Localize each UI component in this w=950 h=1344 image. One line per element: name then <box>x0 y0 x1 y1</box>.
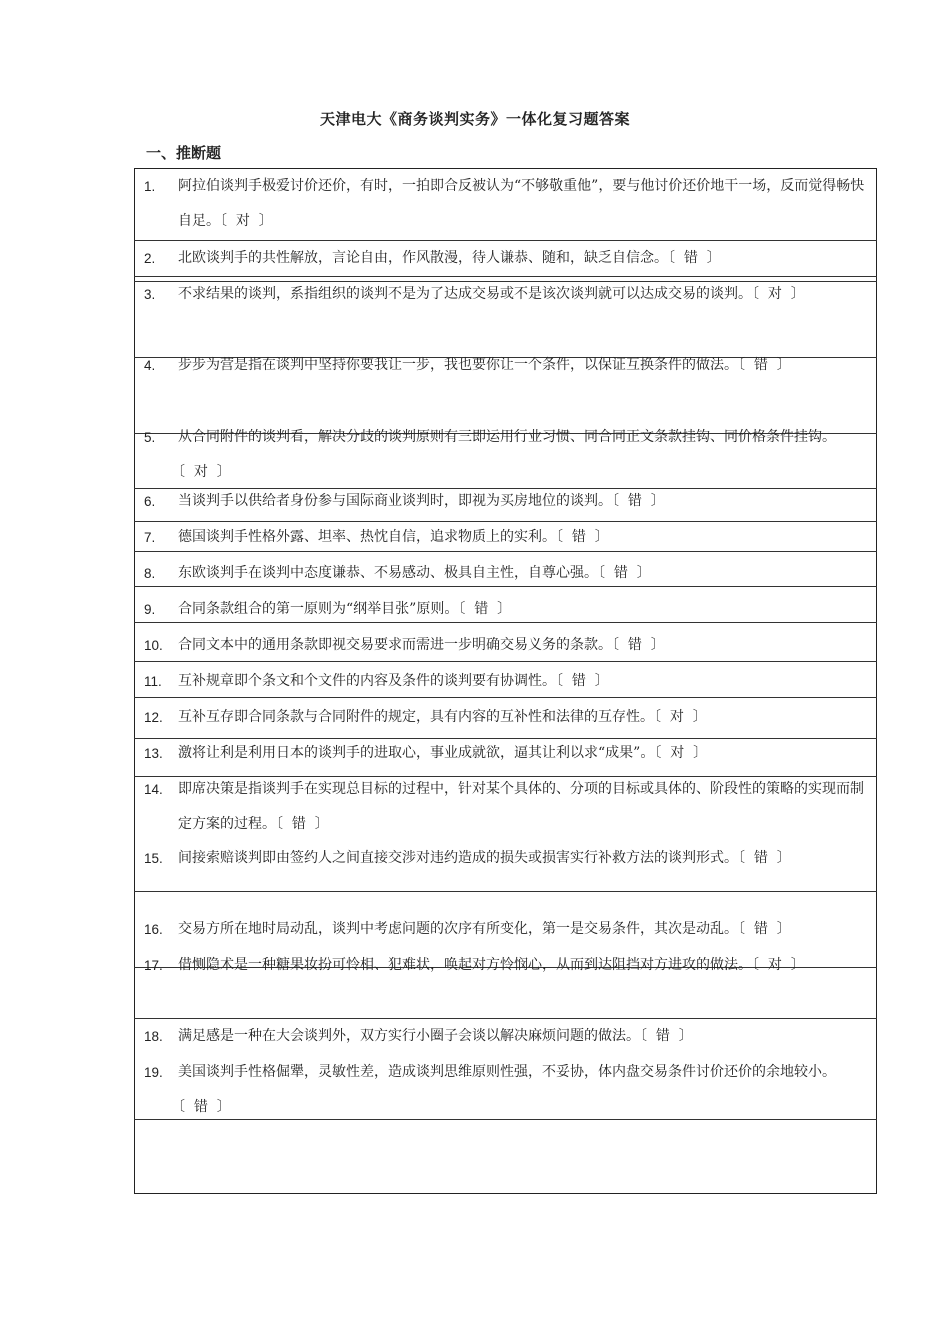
item-text <box>178 348 867 383</box>
item-text <box>178 520 867 555</box>
item-text <box>178 948 867 983</box>
answer-mark: 〔 错 〕 <box>738 850 791 866</box>
statement: 美国谈判手性格倔犟，灵敏性差，造成谈判思维原则性强，不妥协，体内盘交易条件讨价还价的余地较小。 <box>178 1064 836 1080</box>
item-text <box>178 556 867 591</box>
item-text <box>178 841 867 876</box>
statement: 德国谈判手性格外露、坦率、热忱自信，追求物质上的实利。 <box>178 529 556 545</box>
item-number: 4. <box>144 358 156 373</box>
item-number: 9. <box>144 602 156 617</box>
item-number: 10. <box>144 638 163 653</box>
statement: 不求结果的谈判，系指组织的谈判不是为了达成交易或不是该次谈判就可以达成交易的谈判。 <box>178 286 752 302</box>
statement: 满足感是一种在大会谈判外，双方实行小圈子会谈以解决麻烦问题的做法。 <box>178 1028 640 1044</box>
document-title: 天津电大《商务谈判实务》一体化复习题答案 <box>319 110 630 128</box>
statement: 合同文本中的通用条款即视交易要求而需进一步明确交易义务的条款。 <box>178 637 612 653</box>
answer-mark: 〔 对 〕 <box>220 213 273 229</box>
table-rule <box>134 891 877 892</box>
statement: 间接索赔谈判即由签约人之间直接交涉对违约造成的损失或损害实行补救方法的谈判形式。 <box>178 850 738 866</box>
item-number: 11. <box>144 674 162 689</box>
answer-mark: 〔 错 〕 <box>178 1099 231 1115</box>
item-number: 14. <box>144 782 163 797</box>
item-number: 5. <box>144 430 156 445</box>
item-number: 3. <box>144 287 156 302</box>
item-number: 7. <box>144 530 156 545</box>
answer-mark: 〔 对 〕 <box>654 709 707 725</box>
item-text <box>178 277 867 312</box>
item-number: 12. <box>144 710 163 725</box>
item-number: 8. <box>144 566 156 581</box>
item-number: 15. <box>144 851 163 866</box>
statement: 步步为营是指在谈判中坚持你要我让一步，我也要你让一个条件，以保证互换条件的做法。 <box>178 357 738 373</box>
answer-mark: 〔 错 〕 <box>458 601 512 617</box>
answer-mark: 〔 对 〕 <box>178 464 231 480</box>
item-text <box>178 628 867 663</box>
item-text <box>178 169 867 239</box>
statement: 东欧谈判手在谈判中态度谦恭、不易感动、极具自主性，自尊心强。 <box>178 565 598 581</box>
section-heading: 一、推断题 <box>146 144 222 162</box>
statement: 阿拉伯谈判手极爱讨价还价，有时，一拍即合反被认为“不够敬重他”，要与他讨价还价地干一场，反而觉得畅快自足。 <box>178 178 865 229</box>
item-text <box>178 772 867 842</box>
item-text <box>178 1019 867 1054</box>
item-number: 16. <box>144 922 163 937</box>
item-text <box>178 241 867 276</box>
answer-mark: 〔 错 〕 <box>668 250 721 266</box>
answer-mark: 〔 错 〕 <box>738 357 791 373</box>
item-text <box>178 664 867 699</box>
item-number: 6. <box>144 494 156 509</box>
item-text <box>178 700 867 735</box>
answer-mark: 〔 错 〕 <box>556 529 609 545</box>
item-number: 2. <box>144 251 156 266</box>
answer-mark: 〔 错 〕 <box>276 816 329 832</box>
statement: 合同条款组合的第一原则为“纲举目张”原则。 <box>178 601 459 617</box>
item-text <box>178 420 867 490</box>
item-text <box>178 484 867 519</box>
answer-mark: 〔 错 〕 <box>738 921 791 937</box>
statement: 从合同附件的谈判看，解决分歧的谈判原则有三即运用行业习惯、同合同正文条款挂钩、同价格条件挂钩。 <box>178 429 836 445</box>
answer-mark: 〔 对 〕 <box>752 286 805 302</box>
item-number: 17. <box>144 958 163 973</box>
statement: 借恻隐术是一种糖果妆扮可怜相、犯难状，唤起对方怜悯心，从而到达阻挡对方进攻的做法。 <box>178 957 752 973</box>
answer-mark: 〔 错 〕 <box>640 1028 693 1044</box>
item-text <box>178 736 867 771</box>
statement: 互补规章即个条文和个文件的内容及条件的谈判要有协调性。 <box>178 673 556 689</box>
item-text <box>178 592 867 627</box>
answer-mark: 〔 对 〕 <box>654 745 708 761</box>
item-text <box>178 912 867 947</box>
statement: 互补互存即合同条款与合同附件的规定，具有内容的互补性和法律的互存性。 <box>178 709 654 725</box>
statement: 激将让利是利用日本的谈判手的进取心，事业成就欲，逼其让利以求“成果”。 <box>178 745 655 761</box>
answer-mark: 〔 错 〕 <box>612 637 665 653</box>
answer-mark: 〔 对 〕 <box>752 957 805 973</box>
answer-mark: 〔 错 〕 <box>556 673 609 689</box>
statement: 当谈判手以供给者身份参与国际商业谈判时，即视为买房地位的谈判。 <box>178 493 612 509</box>
item-number: 19. <box>144 1065 163 1080</box>
statement: 即席决策是指谈判手在实现总目标的过程中，针对某个具体的、分项的目标或具体的、阶段性的策略的实现而制定方案的过程。 <box>178 781 864 832</box>
statement: 北欧谈判手的共性解放，言论自由，作风散漫，待人谦恭、随和，缺乏自信念。 <box>178 250 668 266</box>
item-number: 1. <box>144 179 156 194</box>
statement: 交易方所在地时局动乱，谈判中考虑问题的次序有所变化，第一是交易条件，其次是动乱。 <box>178 921 738 937</box>
answer-mark: 〔 错 〕 <box>598 565 651 581</box>
item-text <box>178 1055 867 1125</box>
item-number: 18. <box>144 1029 163 1044</box>
answer-mark: 〔 错 〕 <box>612 493 665 509</box>
item-number: 13. <box>144 746 163 761</box>
